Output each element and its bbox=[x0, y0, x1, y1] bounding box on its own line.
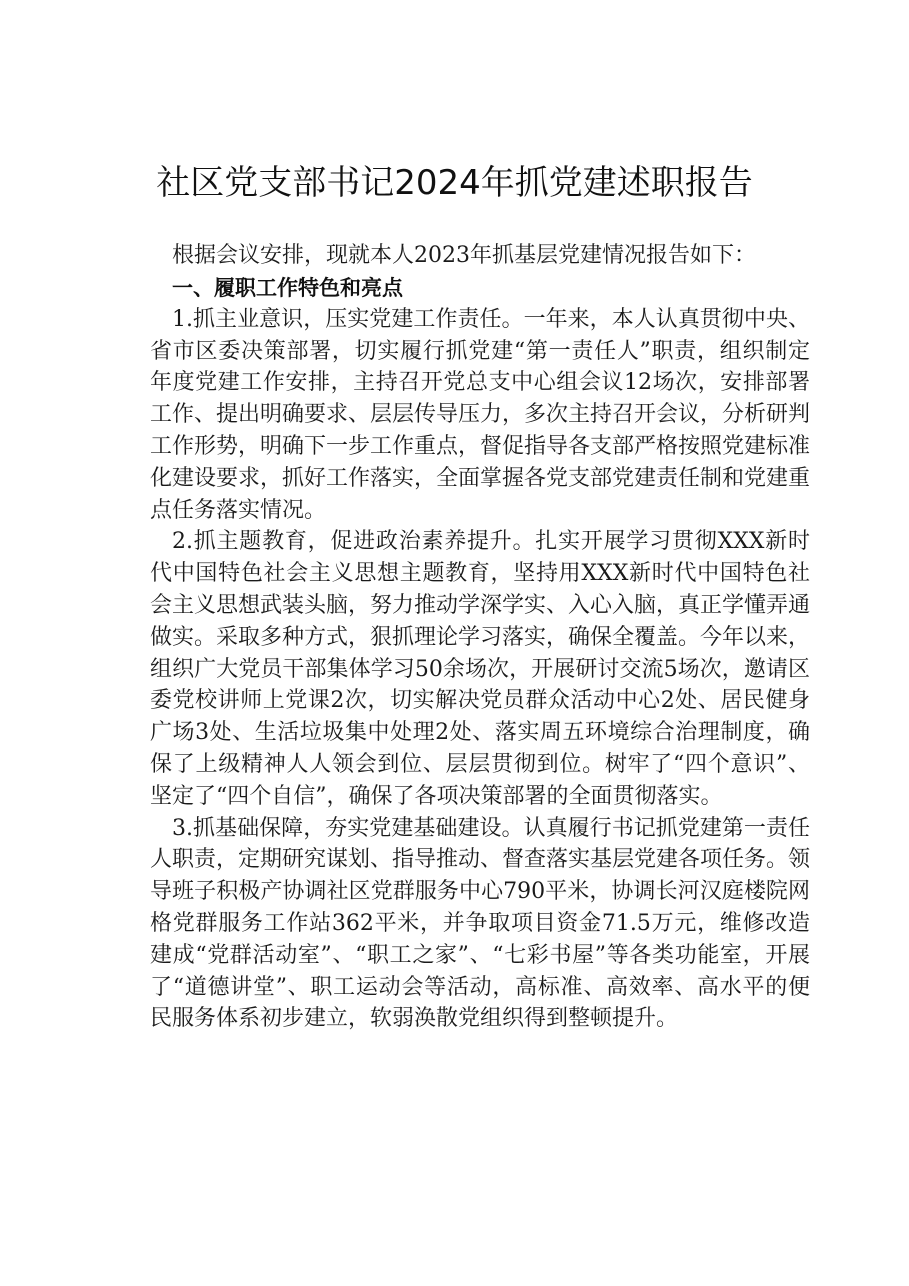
body-paragraph-1: 1.抓主业意识，压实党建工作责任。一年来，本人认真贯彻中央、省市区委决策部署，切实履行抓党建“第一责任人”职责，组织制定年度党建工作安排，主持召开党总支中心组会议12场次，安排部署工作、提出明确要求、层层传导压力，多次主持召开会议，分析研判工作形势，明确下一步工作重点，督促指导各支部严格按照党建标准化建设要求，抓好工作落实，全面掌握各党支部党建责任制和党建重点任务落实情况。 bbox=[150, 306, 811, 523]
intro-paragraph: 根据会议安排，现就本人2023年抓基层党建情况报告如下： bbox=[172, 243, 756, 268]
body-paragraph-3: 3.抓基础保障，夯实党建基础建设。认真履行书记抓党建第一责任人职责，定期研究谋划、指导推动、督查落实基层党建各项任务。领导班子积极产协调社区党群服务中心790平米，协调长河汉庭楼院网格党群服务工作站362平米，并争取项目资金71.5万元，维修改造建成“党群活动室”、“职工之家”、“七彩书屋”等各类功能室，开展了“道德讲堂”、职工运动会等活动，高标准、高效率、高水平的便民服务体系初步建立，软弱涣散党组织得到整顿提升。 bbox=[150, 815, 811, 1032]
body-paragraph-2: 2.抓主题教育，促进政治素养提升。扎实开展学习贯彻XXX新时代中国特色社会主义思想主题教育，坚持用XXX新时代中国特色社会主义思想武装头脑，努力推动学深学实、入心入脑，真正学懂弄通做实。采取多种方式，狠抓理论学习落实，确保全覆盖。今年以来，组织广大党员干部集体学习50余场次，开展研讨交流5场次，邀请区委党校讲师上党课2次，切实解决党员群众活动中心2处、居民健身广场3处、生活垃圾集中处理2处、落实周五环境综合治理制度，确保了上级精神人人领会到位、层层贯彻到位。树牢了“四个意识”、坚定了“四个自信”，确保了各项决策部署的全面贯彻落实。 bbox=[150, 529, 811, 809]
document-body bbox=[150, 240, 810, 1035]
section-heading: 一、履职工作特色和亮点 bbox=[172, 275, 403, 300]
document-title: 社区党支部书记2024年抓党建述职报告 bbox=[156, 163, 753, 203]
